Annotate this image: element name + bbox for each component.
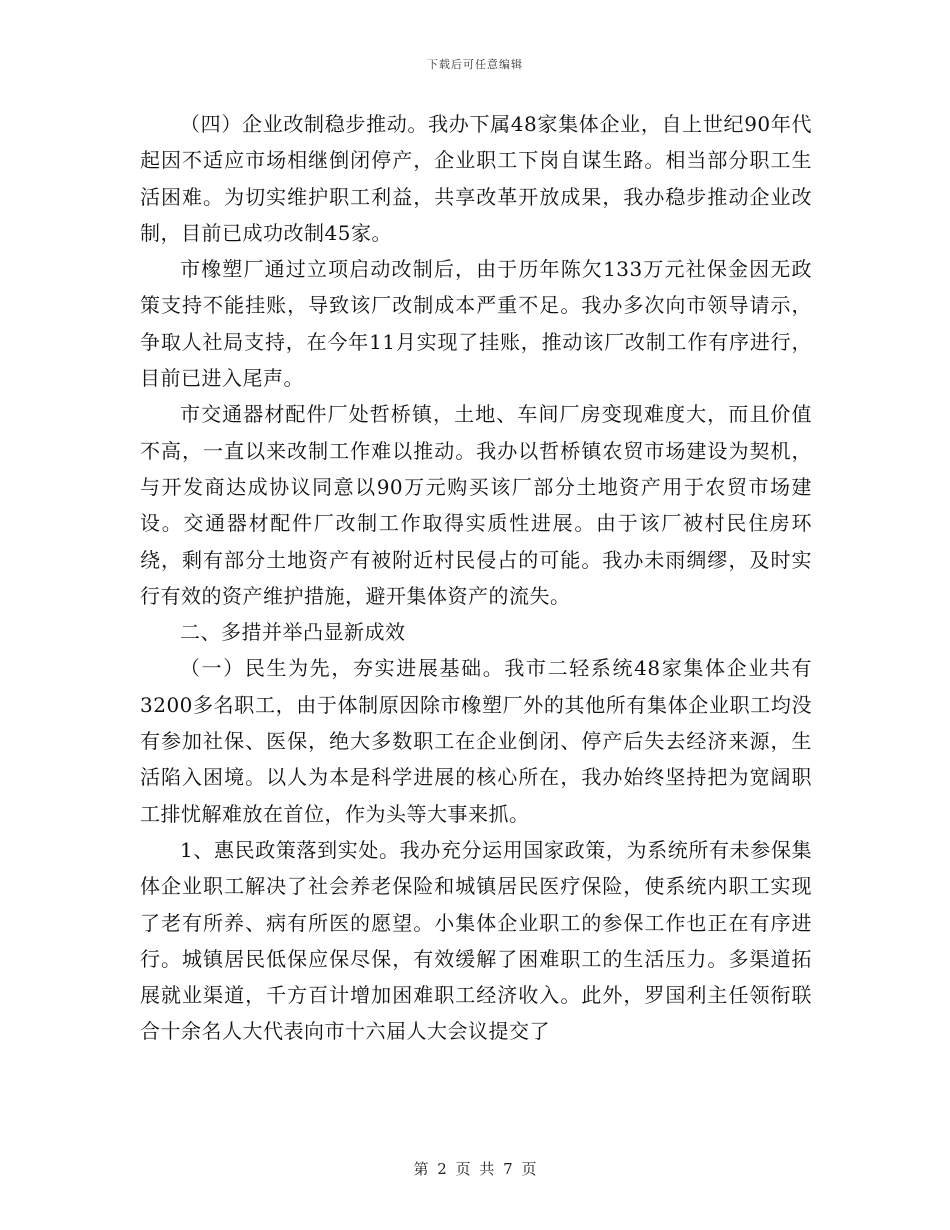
paragraph-enterprise-reform: （四）企业改制稳步推动。我办下属48家集体企业，自上世纪90年代起因不适应市场相继倒闭停产，企业职工下岗自谋生路。相当部分职工生活困难。为切实维护职工利益，共享改革开放成果，我办稳步推动企业改制，目前已成功改制45家。 <box>140 112 812 245</box>
paragraph-livelihood-first: （一）民生为先，夯实进展基础。我市二轻系统48家集体企业共有3200多名职工，由于体制原因除市橡塑厂外的其他所有集体企业职工均没有参加社保、医保，绝大多数职工在企业倒闭、停产后失去经济来源，生活陷入困境。以人为本是科学进展的核心所在，我办始终坚持把为宽阔职工排忧解难放在首位，作为头等大事来抓。 <box>140 656 812 826</box>
section-heading: 二、多措并举凸显新成效 <box>180 620 406 645</box>
paragraph-rubber-plastic-factory: 市橡塑厂通过立项启动改制后，由于历年陈欠133万元社保金因无政策支持不能挂账，导致该厂改制成本严重不足。我办多次向市领导请示，争取人社局支持，在今年11月实现了挂账，推动该厂改制工作有序进行，目前已进入尾声。 <box>140 257 812 391</box>
paragraph-welfare-policy: 1、惠民政策落到实处。我办充分运用国家政策，为系统所有未参保集体企业职工解决了社会养老保险和城镇居民医疗保险，使系统内职工实现了老有所养、病有所医的愿望。小集体企业职工的参保工作也正在有序进行。城镇居民低保应保尽保，有效缓解了困难职工的生活压力。多渠道拓展就业渠道，千方百计增加困难职工经济收入。此外，罗国利主任领衔联合十余名人大代表向市十六届人大会议提交了 <box>140 837 812 1044</box>
page-footer: 第 2 页 共 7 页 <box>413 1160 537 1178</box>
header-note: 下载后可任意编辑 <box>427 58 523 71</box>
paragraph-transport-parts-factory: 市交通器材配件厂处哲桥镇，土地、车间厂房变现难度大，而且价值不高，一直以来改制工作难以推动。我办以哲桥镇农贸市场建设为契机，与开发商达成协议同意以90万元购买该厂部分土地资产用于农贸市场建设。交通器材配件厂改制工作取得实质性进展。由于该厂被村民住房环绕，剩有部分土地资产有被附近村民侵占的可能。我办未雨绸缪，及时实行有效的资产维护措施，避开集体资产的流失。 <box>140 402 812 608</box>
body-text <box>140 106 812 1050</box>
